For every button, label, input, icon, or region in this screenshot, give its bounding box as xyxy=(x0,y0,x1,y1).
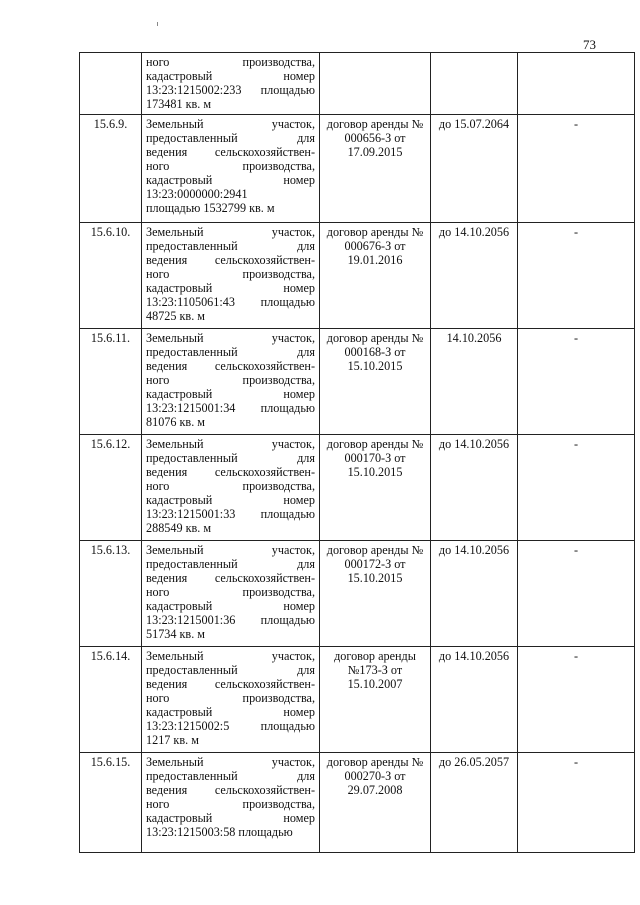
description-line: 13:23:1215001:33 площадью xyxy=(146,507,315,521)
note-cell: - xyxy=(518,753,635,853)
table-row xyxy=(80,115,635,223)
property-description xyxy=(142,223,320,329)
row-number: 15.6.9. xyxy=(80,115,142,223)
row-number xyxy=(80,53,142,115)
description-line: 51734 кв. м xyxy=(146,627,205,641)
property-description xyxy=(142,115,320,223)
description-line: 48725 кв. м xyxy=(146,309,205,323)
row-number: 15.6.12. xyxy=(80,435,142,541)
note-cell: - xyxy=(518,115,635,223)
property-description xyxy=(142,753,320,853)
note-cell: - xyxy=(518,223,635,329)
description-line: ведения сельскохозяйствен- xyxy=(146,359,315,373)
description-line: ного производства, xyxy=(146,585,315,599)
description-line: Земельный участок, xyxy=(146,649,315,663)
description-line: предоставленный для xyxy=(146,345,315,359)
lease-term: до 14.10.2056 xyxy=(431,435,518,541)
description-line: Земельный участок, xyxy=(146,543,315,557)
row-number: 15.6.10. xyxy=(80,223,142,329)
description-line: ведения сельскохозяйствен- xyxy=(146,253,315,267)
table-row xyxy=(80,223,635,329)
lease-term: до 14.10.2056 xyxy=(431,541,518,647)
description-line: ного производства, xyxy=(146,479,315,493)
lease-term: до 14.10.2056 xyxy=(431,647,518,753)
description-line: Земельный участок, xyxy=(146,437,315,451)
table-row xyxy=(80,329,635,435)
description-line: ного производства, xyxy=(146,159,315,173)
note-cell: - xyxy=(518,647,635,753)
description-line: ведения сельскохозяйствен- xyxy=(146,677,315,691)
description-line: ведения сельскохозяйствен- xyxy=(146,145,315,159)
description-line: кадастровый номер xyxy=(146,387,315,401)
table-row xyxy=(80,435,635,541)
description-line: ного производства, xyxy=(146,267,315,281)
description-line: предоставленный для xyxy=(146,663,315,677)
description-line: 13:23:1215003:58 площадью xyxy=(146,825,293,839)
table-row xyxy=(80,647,635,753)
description-line: Земельный участок, xyxy=(146,117,315,131)
lease-document: договор аренды № 000168-З от 15.10.2015 xyxy=(320,329,431,435)
row-number: 15.6.13. xyxy=(80,541,142,647)
description-line: ведения сельскохозяйствен- xyxy=(146,783,315,797)
description-line: 13:23:1215001:34 площадью xyxy=(146,401,315,415)
table-row xyxy=(80,53,635,115)
description-line: предоставленный для xyxy=(146,239,315,253)
description-line: предоставленный для xyxy=(146,557,315,571)
description-line: кадастровый номер xyxy=(146,281,315,295)
description-line: 173481 кв. м xyxy=(146,97,212,111)
description-line: 13:23:1105061:43 площадью xyxy=(146,295,315,309)
page-number: 73 xyxy=(583,37,596,52)
description-line: ного производства, xyxy=(146,691,315,705)
description-line: предоставленный для xyxy=(146,451,315,465)
lease-document: договор аренды №173-З от 15.10.2007 xyxy=(320,647,431,753)
lease-document: договор аренды № 000656-З от 17.09.2015 xyxy=(320,115,431,223)
note-cell xyxy=(518,53,635,115)
property-description xyxy=(142,53,320,115)
property-description xyxy=(142,329,320,435)
note-cell: - xyxy=(518,329,635,435)
lease-document: договор аренды № 000172-З от 15.10.2015 xyxy=(320,541,431,647)
row-number: 15.6.15. xyxy=(80,753,142,853)
description-line: 81076 кв. м xyxy=(146,415,205,429)
description-line: ного производства, xyxy=(146,55,315,69)
lease-document: договор аренды № 000270-З от 29.07.2008 xyxy=(320,753,431,853)
description-line: 13:23:1215001:36 площадью xyxy=(146,613,315,627)
note-cell: - xyxy=(518,541,635,647)
description-line: ведения сельскохозяйствен- xyxy=(146,465,315,479)
description-line: кадастровый номер xyxy=(146,173,315,187)
lease-term: 14.10.2056 xyxy=(431,329,518,435)
lease-term: до 15.07.2064 xyxy=(431,115,518,223)
lease-term: до 14.10.2056 xyxy=(431,223,518,329)
description-line: предоставленный для xyxy=(146,131,315,145)
description-line: кадастровый номер xyxy=(146,599,315,613)
description-line: 13:23:0000000:2941 xyxy=(146,187,248,201)
description-line: 13:23:1215002:233 площадью xyxy=(146,83,315,97)
description-line: Земельный участок, xyxy=(146,225,315,239)
description-line: кадастровый номер xyxy=(146,493,315,507)
property-description xyxy=(142,435,320,541)
scan-mark xyxy=(157,22,158,26)
description-line: Земельный участок, xyxy=(146,755,315,769)
lease-document xyxy=(320,53,431,115)
lease-document: договор аренды № 000170-З от 15.10.2015 xyxy=(320,435,431,541)
description-line: 13:23:1215002:5 площадью xyxy=(146,719,315,733)
lease-document: договор аренды № 000676-З от 19.01.2016 xyxy=(320,223,431,329)
lease-term: до 26.05.2057 xyxy=(431,753,518,853)
description-line: ного производства, xyxy=(146,373,315,387)
description-line: предоставленный для xyxy=(146,769,315,783)
property-description xyxy=(142,647,320,753)
description-line: кадастровый номер xyxy=(146,69,315,83)
description-line: Земельный участок, xyxy=(146,331,315,345)
row-number: 15.6.14. xyxy=(80,647,142,753)
lease-term xyxy=(431,53,518,115)
description-line: кадастровый номер xyxy=(146,811,315,825)
description-line: 1217 кв. м xyxy=(146,733,199,747)
description-line: ведения сельскохозяйствен- xyxy=(146,571,315,585)
property-description xyxy=(142,541,320,647)
description-line: площадью 1532799 кв. м xyxy=(146,201,275,215)
description-line: 288549 кв. м xyxy=(146,521,212,535)
note-cell: - xyxy=(518,435,635,541)
description-line: ного производства, xyxy=(146,797,315,811)
table-row xyxy=(80,753,635,853)
row-number: 15.6.11. xyxy=(80,329,142,435)
description-line: кадастровый номер xyxy=(146,705,315,719)
table-row xyxy=(80,541,635,647)
property-table xyxy=(79,52,635,853)
